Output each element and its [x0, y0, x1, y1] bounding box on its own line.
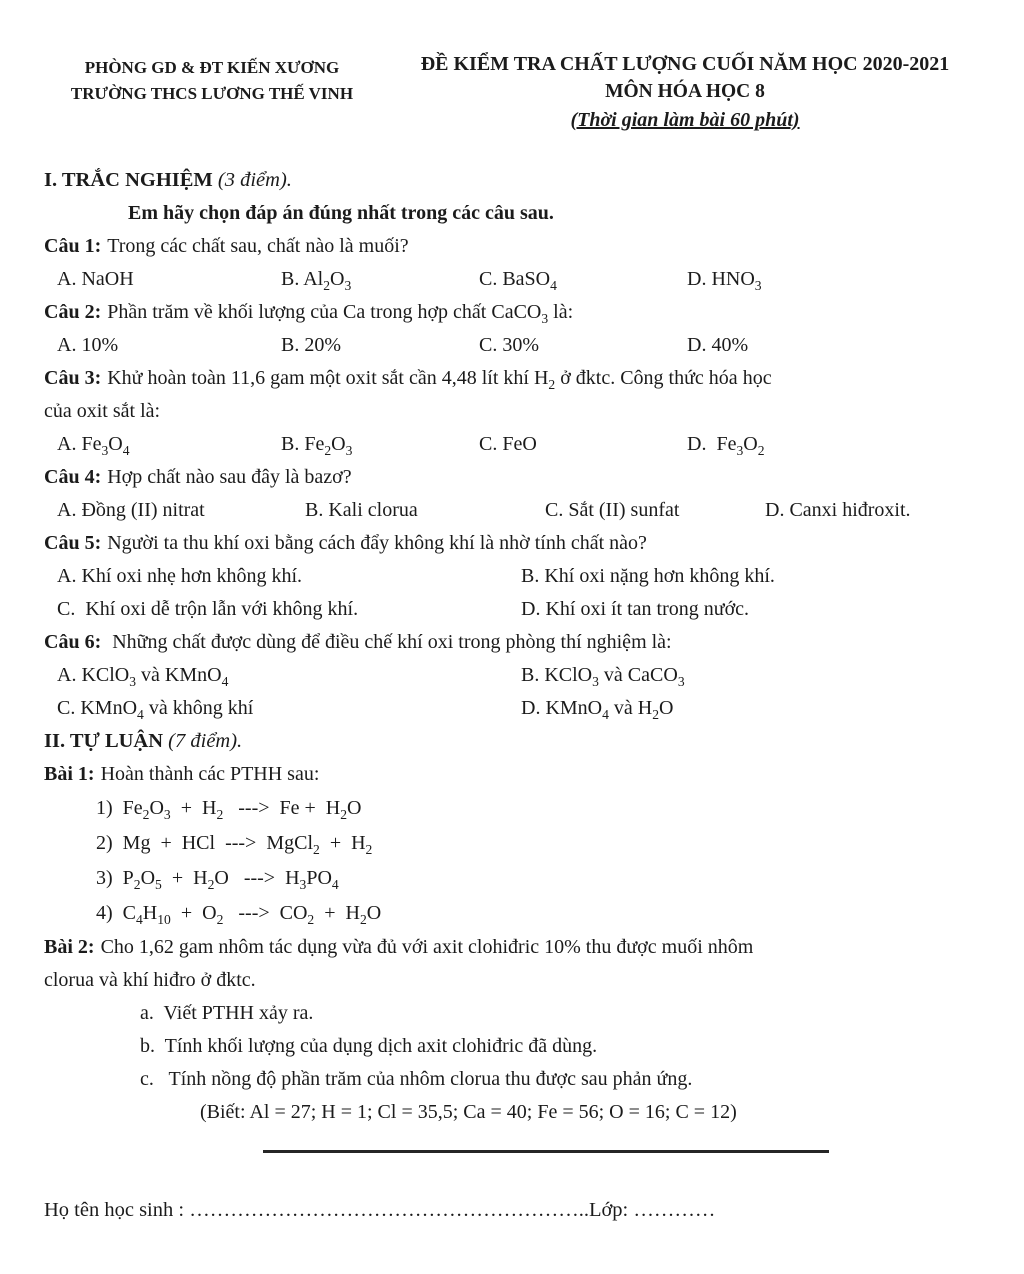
option-4b: B. Kali clorua [305, 499, 418, 521]
question-5 [44, 527, 980, 560]
question-5-text: Người ta thu khí oxi bằng cách đẩy không khí là nhờ tính chất nào? [107, 532, 647, 554]
question-2-label: Câu 2: [44, 301, 102, 323]
exam-title: ĐỀ KIỂM TRA CHẤT LƯỢNG CUỐI NĂM HỌC 2020-2021 [420, 53, 950, 75]
section2-title: II. TỰ LUẬN [44, 730, 164, 752]
question-4-options [44, 494, 980, 527]
option-1a: A. NaOH [57, 268, 134, 290]
question-3 [44, 362, 980, 395]
question-3-label: Câu 3: [44, 367, 102, 389]
question-6-text: Những chất được dùng để điều chế khí oxi trong phòng thí nghiệm là: [112, 631, 672, 653]
exercise-2-text-line1: Cho 1,62 gam nhôm tác dụng vừa đủ với axit clohiđric 10% thu được muối nhôm [100, 936, 754, 958]
question-3-text-line2: của oxit sắt là: [44, 400, 161, 422]
student-info-line: Họ tên học sinh : …………………………………………………..Lớp: ………… [44, 1199, 716, 1221]
question-2-options [44, 329, 980, 362]
option-1b: B. $Al_2O_3$ [281, 268, 352, 293]
section1-title: I. TRẮC NGHIỆM [44, 169, 213, 191]
section1-points: (3 điểm). [217, 169, 292, 191]
option-3c: C. FeO [479, 433, 537, 455]
school-name: TRƯỜNG THCS LƯƠNG THẾ VINH [70, 84, 354, 103]
exercise-2-item-b: b. Tính khối lượng của dụng dịch axit clohiđric đã dùng. [140, 1035, 598, 1057]
section1-heading [44, 164, 980, 197]
section2-points: (7 điểm). [168, 730, 243, 752]
option-1d: D. $HNO_3$ [687, 268, 762, 293]
equation-4: 4) $C_4H_{10} + O_2$ ---> $CO_2 + H_2O$ [96, 902, 382, 927]
question-5-options-row2 [44, 593, 980, 626]
option-2a: A. 10% [57, 334, 119, 356]
option-6a: A. KClO$_3$ và KMnO$_4$ [57, 664, 229, 689]
option-2c: C. 30% [479, 334, 539, 356]
section2-heading [44, 725, 980, 758]
mc-instruction: Em hãy chọn đáp án đúng nhất trong các câu sau. [128, 202, 554, 224]
exercise-1 [44, 758, 980, 791]
option-5b: B. Khí oxi nặng hơn không khí. [521, 565, 775, 587]
option-2b: B. 20% [281, 334, 341, 356]
option-4d: D. Canxi hiđroxit. [765, 499, 911, 521]
question-3-text-line1: Khử hoàn toàn 11,6 gam một oxit sắt cần 4,48 lít khí $H_2$ ở đktc. Công thức hóa học [107, 367, 772, 392]
exam-duration: (Thời gian làm bài 60 phút) [570, 109, 800, 131]
question-5-options-row1 [44, 560, 980, 593]
department-name: PHÒNG GD & ĐT KIẾN XƯƠNG [84, 58, 340, 77]
option-3d: D. $Fe_3O_2$ [687, 433, 765, 458]
question-4-text: Hợp chất nào sau đây là bazơ? [107, 466, 352, 488]
exercise-2-item-a: a. Viết PTHH xảy ra. [140, 1002, 314, 1024]
divider-line [263, 1150, 829, 1153]
option-6b: B. KClO$_3$ và CaCO$_3$ [521, 664, 685, 689]
atomic-mass-note: (Biết: Al = 27; H = 1; Cl = 35,5; Ca = 40; Fe = 56; O = 16; C = 12) [200, 1101, 737, 1123]
question-2 [44, 296, 980, 329]
option-5d: D. Khí oxi ít tan trong nước. [521, 598, 750, 620]
question-6-options-row1 [44, 659, 980, 692]
option-4c: C. Sắt (II) sunfat [545, 499, 680, 521]
exercise-2-text-line2: clorua và khí hiđro ở đktc. [44, 969, 256, 991]
equation-3: 3) $P_2O_5 + H_2O$ ---> $H_3PO_4$ [96, 867, 339, 892]
question-1-options [44, 263, 980, 296]
question-2-text: Phần trăm về khối lượng của Ca trong hợp chất CaCO$_3$ là: [107, 301, 574, 326]
option-4a: A. Đồng (II) nitrat [57, 499, 205, 521]
option-2d: D. 40% [687, 334, 749, 356]
question-1 [44, 230, 980, 263]
question-6-label: Câu 6: [44, 631, 102, 653]
exam-subject: MÔN HÓA HỌC 8 [605, 81, 765, 102]
option-1c: C. BaSO$_4$ [479, 268, 557, 293]
question-5-label: Câu 5: [44, 532, 102, 554]
equation-1: 1) $Fe_2O_3 + H_2$ ---> $Fe + H_2O$ [96, 797, 362, 822]
exam-header [44, 50, 980, 135]
exam-body [44, 164, 980, 1227]
option-5c: C. Khí oxi dễ trộn lẫn với không khí. [57, 598, 359, 620]
question-6-options-row2 [44, 692, 980, 725]
option-5a: A. Khí oxi nhẹ hơn không khí. [57, 565, 303, 587]
option-6d: D. KMnO$_4$ và $H_2O$ [521, 697, 674, 722]
exercise-2-label: Bài 2: [44, 936, 95, 958]
question-6 [44, 626, 980, 659]
question-4-label: Câu 4: [44, 466, 102, 488]
question-1-label: Câu 1: [44, 235, 102, 257]
question-1-text: Trong các chất sau, chất nào là muối? [107, 235, 409, 257]
question-4 [44, 461, 980, 494]
option-6c: C. KMnO$_4$ và không khí [57, 697, 254, 722]
option-3a: A. $Fe_3O_4$ [57, 433, 130, 458]
exercise-2 [44, 931, 980, 964]
exercise-2-item-c: c. Tính nồng độ phần trăm của nhôm clorua thu được sau phản ứng. [140, 1068, 693, 1090]
exam-title-block [380, 50, 980, 135]
exercise-1-text: Hoàn thành các PTHH sau: [100, 763, 320, 785]
question-3-options [44, 428, 980, 461]
school-block [44, 50, 380, 107]
option-3b: B. $Fe_2O_3$ [281, 433, 353, 458]
equation-2: 2) Mg + HCl ---> MgCl$_2$ + $H_2$ [96, 832, 373, 857]
exercise-1-label: Bài 1: [44, 763, 95, 785]
